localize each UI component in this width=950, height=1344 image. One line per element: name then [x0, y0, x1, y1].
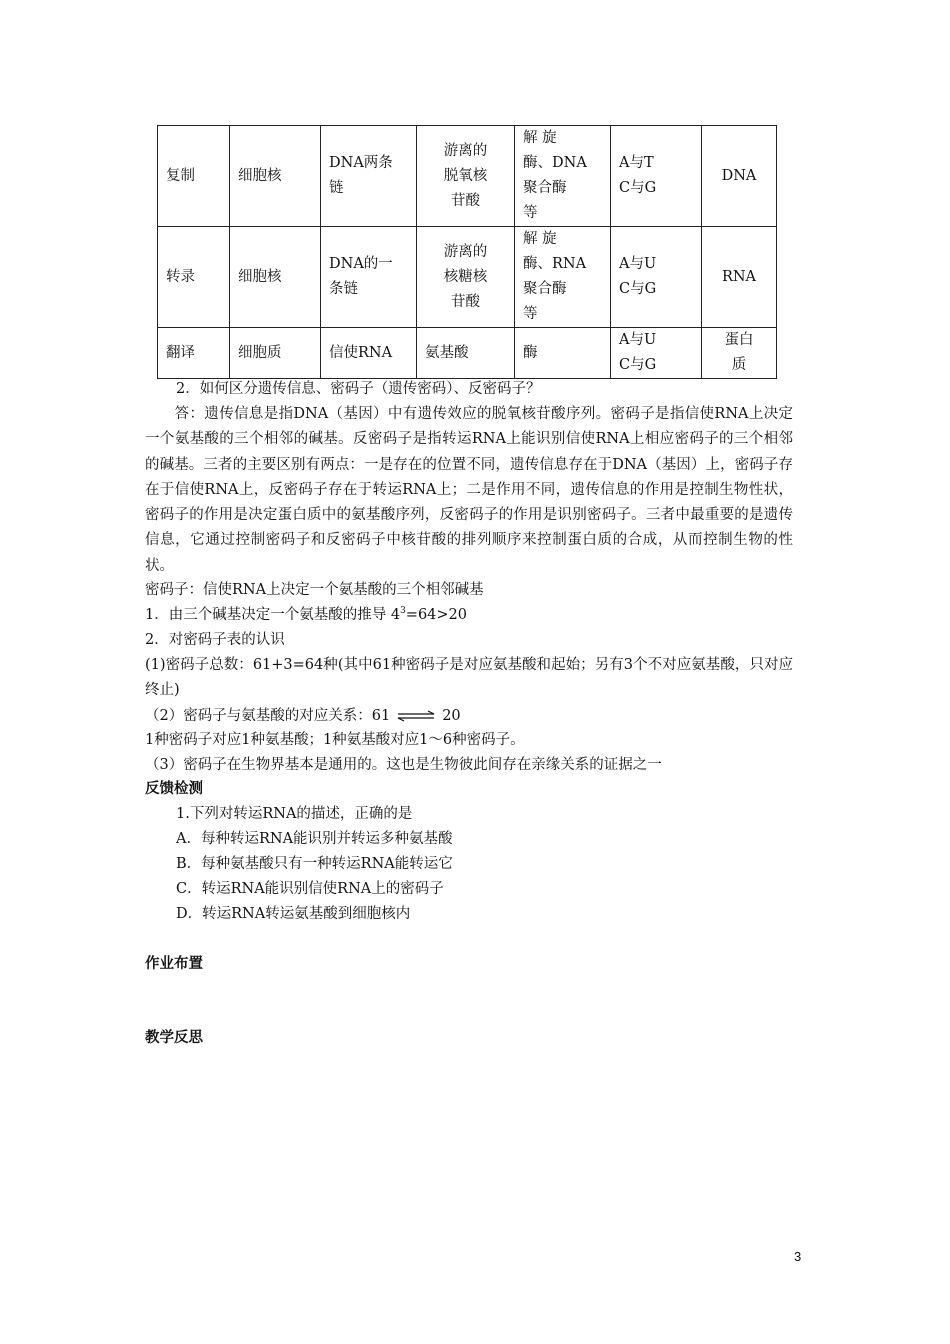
table-row: [158, 227, 777, 328]
table-row: [158, 328, 777, 379]
cell-enzyme: 解 旋 酶、DNA 聚合酶 等: [515, 126, 611, 227]
feedback-question: 1.下列对转运RNA的描述，正确的是: [176, 806, 413, 822]
option-d: D．转运RNA转运氨基酸到细胞核内: [176, 906, 411, 922]
cell-product: 蛋白 质: [702, 328, 777, 379]
cell-material: 游离的 核糖核 苷酸: [417, 227, 515, 328]
item2-suffix: 20: [442, 708, 461, 724]
codon-item-3: （3）密码子在生物界基本是通用的。这也是生物彼此间存在亲缘关系的证据之一: [145, 757, 662, 773]
equilibrium-arrow-icon: [396, 710, 436, 722]
point1-suffix: =64>20: [405, 607, 467, 623]
cell-material: 游离的 脱氧核 苷酸: [417, 126, 515, 227]
point1-exponent: 3: [400, 606, 406, 617]
codon-definition: 密码子：信使RNA上决定一个氨基酸的三个相邻碱基: [145, 582, 484, 598]
option-a: A．每种转运RNA能识别并转运多种氨基酸: [176, 831, 453, 847]
homework-heading: 作业布置: [145, 956, 203, 972]
option-b: B．每种氨基酸只有一种转运RNA能转运它: [176, 856, 453, 872]
cell-location: 细胞核: [230, 126, 321, 227]
reflection-heading: 教学反思: [145, 1030, 203, 1046]
cell-template: DNA的一 条链: [321, 227, 417, 328]
codon-item-1: (1)密码子总数：61+3=64种(其中61种密码子是对应氨基酸和起始；另有3个不对应氨基酸，只对应终止): [145, 657, 793, 699]
option-c: C．转运RNA能识别信使RNA上的密码子: [176, 881, 444, 897]
point1-prefix: 1．由三个碱基决定一个氨基酸的推导 4: [145, 607, 401, 623]
cell-material: 氨基酸: [417, 328, 515, 379]
cell-location: 细胞质: [230, 328, 321, 379]
codon-point-2: 2．对密码子表的认识: [145, 632, 285, 648]
feedback-heading: 反馈检测: [145, 781, 203, 797]
codon-point-1: [145, 603, 467, 628]
question-2: 2．如何区分遗传信息、密码子（遗传密码）、反密码子？: [176, 381, 541, 397]
cell-pairing: A与U C与G: [611, 328, 702, 379]
process-table: [157, 125, 777, 379]
answer-paragraph: 答：遗传信息是指DNA（基因）中有遗传效应的脱氧核苷酸序列。密码子是指信使RNA上决定一个氨基酸的三个相邻的碱基。反密码子是指转运RNA上能识别信使RNA上相应密码子的三个相邻的碱基。三者的主要区别有两点：一是存在的位置不同，遗传信息存在于DNA（基因）上，密码子存在于信使RNA上，反密码子存在于转运RNA上；二是作用不同，遗传信息的作用是控制生物性状，密码子的作用是决定蛋白质中的氨基酸序列，反密码子的作用是识别密码子。三者中最重要的是遗传信息，它通过控制密码子和反密码子中核苷酸的排列顺序来控制蛋白质的合成，从而控制生物的性状。: [145, 406, 793, 574]
cell-product: DNA: [702, 126, 777, 227]
cell-process: 复制: [158, 126, 230, 227]
page-number: 3: [794, 1249, 802, 1264]
cell-enzyme: 解 旋 酶、RNA 聚合酶 等: [515, 227, 611, 328]
cell-location: 细胞核: [230, 227, 321, 328]
codon-item-2: [145, 704, 461, 729]
codon-item-2-detail: 1种密码子对应1种氨基酸；1种氨基酸对应1～6种密码子。: [145, 732, 525, 748]
cell-product: RNA: [702, 227, 777, 328]
cell-template: 信使RNA: [321, 328, 417, 379]
cell-pairing: A与U C与G: [611, 227, 702, 328]
item2-prefix: （2）密码子与氨基酸的对应关系：61: [145, 708, 391, 724]
cell-enzyme: 酶: [515, 328, 611, 379]
cell-process: 翻译: [158, 328, 230, 379]
cell-process: 转录: [158, 227, 230, 328]
cell-template: DNA两条 链: [321, 126, 417, 227]
table-row: [158, 126, 777, 227]
cell-pairing: A与T C与G: [611, 126, 702, 227]
